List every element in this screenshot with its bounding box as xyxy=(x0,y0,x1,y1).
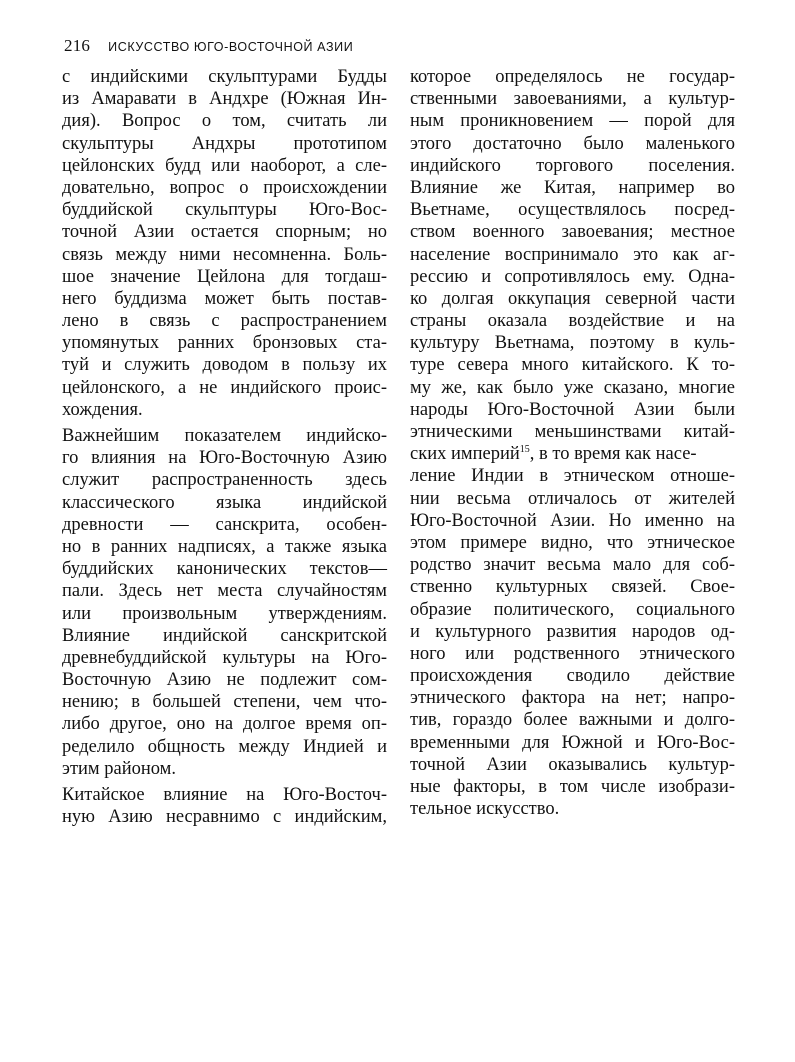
right-column xyxy=(410,66,735,820)
text-line: этого достаточно было маленького xyxy=(410,133,735,154)
text-line: ко долгая оккупация северной части xyxy=(410,288,735,309)
text-line: родство значит весьма мало для соб- xyxy=(410,555,735,576)
text-line: ного или родственного этнического xyxy=(410,643,735,664)
text-line: точной Азии остается спорным; но xyxy=(62,222,387,243)
text-line: довательно, вопрос о происхождении xyxy=(62,177,387,198)
text-line: шое значение Цейлона для тогдаш- xyxy=(62,266,387,287)
text-line: образие политического, социального xyxy=(410,599,735,620)
text-line: ределило общность между Индией и xyxy=(62,736,387,757)
text-line: туй и служить доводом в пользу их xyxy=(62,355,387,376)
text-line: тельное искусство. xyxy=(410,799,560,820)
text-line: ным проникновением — порой для xyxy=(410,111,735,132)
text-line: ством военного завоевания; местное xyxy=(410,222,735,243)
text-line: этнического фактора на нет; напро- xyxy=(410,688,735,709)
text-line: которое определялось не государ- xyxy=(410,67,735,87)
text-line: из Амаравати в Андхре (Южная Ин- xyxy=(62,89,387,110)
text-line: или произвольным утверждениям. xyxy=(62,603,387,624)
text-line: буддийских канонических текстов— xyxy=(62,559,387,580)
text-line: ственно культурных связей. Свое- xyxy=(410,577,735,598)
footnote-text-line xyxy=(410,443,735,465)
footnote-line-start: ских империй xyxy=(410,444,520,465)
text-line: пали. Здесь нет места случайностям xyxy=(62,581,387,602)
text-line: цейлонского, а не индийского проис- xyxy=(62,377,387,398)
text-line: Восточную Азию не подлежит сом- xyxy=(62,670,387,691)
page-number: 216 xyxy=(64,36,91,55)
text-line: Влияние индийской санскритской xyxy=(62,625,387,646)
text-line: Юго-Восточной Азии. Но именно на xyxy=(410,510,735,531)
text-line: ственными завоеваниями, а культур- xyxy=(410,89,735,110)
text-line: связь между ними несомненна. Боль- xyxy=(62,244,387,265)
text-line: классического языка индийской xyxy=(62,492,387,513)
text-line: культуру Вьетнама, поэтому в куль- xyxy=(410,333,735,354)
text-line: народы Юго-Восточной Азии были xyxy=(410,399,735,420)
text-line: древности — санскрита, особен- xyxy=(62,514,387,535)
text-line: скульптуры Андхры прототипом xyxy=(62,133,387,154)
text-line: ную Азию несравнимо с индийским, xyxy=(62,807,387,828)
text-line: нии весьма отличалось от жителей xyxy=(410,488,735,509)
text-line: и культурного развития народов од- xyxy=(410,621,735,642)
text-line: индийского торгового поселения. xyxy=(410,155,735,176)
text-line: с индийскими скульптурами Будды xyxy=(62,67,387,87)
text-line: туре севера много китайского. К то- xyxy=(410,355,735,376)
text-line: упомянутых ранних бронзовых ста- xyxy=(62,333,387,354)
text-line: рессию и сопротивлялось ему. Одна- xyxy=(410,266,735,287)
paragraph-start-line: Важнейшим показателем индийско- xyxy=(62,426,387,446)
text-line: этом примере видно, что этническое xyxy=(410,532,735,553)
text-line: либо другое, оно на долгое время оп- xyxy=(62,714,387,735)
text-line: го влияния на Юго-Восточную Азию xyxy=(62,448,387,469)
text-line: служит распространенность здесь xyxy=(62,470,387,491)
text-line: него буддизма может быть постав- xyxy=(62,288,387,309)
text-line: му же, как было уже сказано, многие xyxy=(410,377,735,398)
paragraph-start-line: Китайское влияние на Юго-Восточ- xyxy=(62,785,387,805)
running-title: ИСКУССТВО ЮГО-ВОСТОЧНОЙ АЗИИ xyxy=(108,40,354,54)
text-line: цейлонских будд или наоборот, а сле- xyxy=(62,155,387,176)
text-line: население воспринимало это как аг- xyxy=(410,244,735,265)
footnote-reference[interactable]: 15 xyxy=(519,444,530,456)
text-line: ные факторы, в том числе изобрази- xyxy=(410,777,735,797)
text-line: лено в связь с распространением xyxy=(62,311,387,332)
text-line: нению; в большей степени, чем что- xyxy=(62,692,387,713)
footnote-line-end: , в то время как насе- xyxy=(529,444,697,465)
text-line: Влияние же Китая, например во xyxy=(410,177,735,198)
text-line: временными для Южной и Юго-Вос- xyxy=(410,732,735,753)
text-line: Вьетнаме, осуществлялось посред- xyxy=(410,200,735,221)
text-line: дия). Вопрос о том, считать ли xyxy=(62,111,387,132)
text-line: ление Индии в этническом отноше- xyxy=(410,466,735,487)
text-line: происхождения сводило действие xyxy=(410,666,735,687)
text-line: буддийской скульптуры Юго-Вос- xyxy=(62,200,387,221)
text-line: хождения. xyxy=(62,399,143,420)
running-head xyxy=(64,36,744,56)
text-line: этим районом. xyxy=(62,758,176,779)
text-line: древнебуддийской культуры на Юго- xyxy=(62,647,387,668)
text-line: страны оказала воздействие и на xyxy=(410,311,735,332)
left-column xyxy=(62,66,387,828)
text-line: точной Азии оказывались культур- xyxy=(410,754,735,775)
text-line: но в ранних надписях, а также языка xyxy=(62,536,387,557)
text-line: тив, гораздо более важными и долго- xyxy=(410,710,735,731)
text-line: этническими меньшинствами китай- xyxy=(410,422,735,442)
